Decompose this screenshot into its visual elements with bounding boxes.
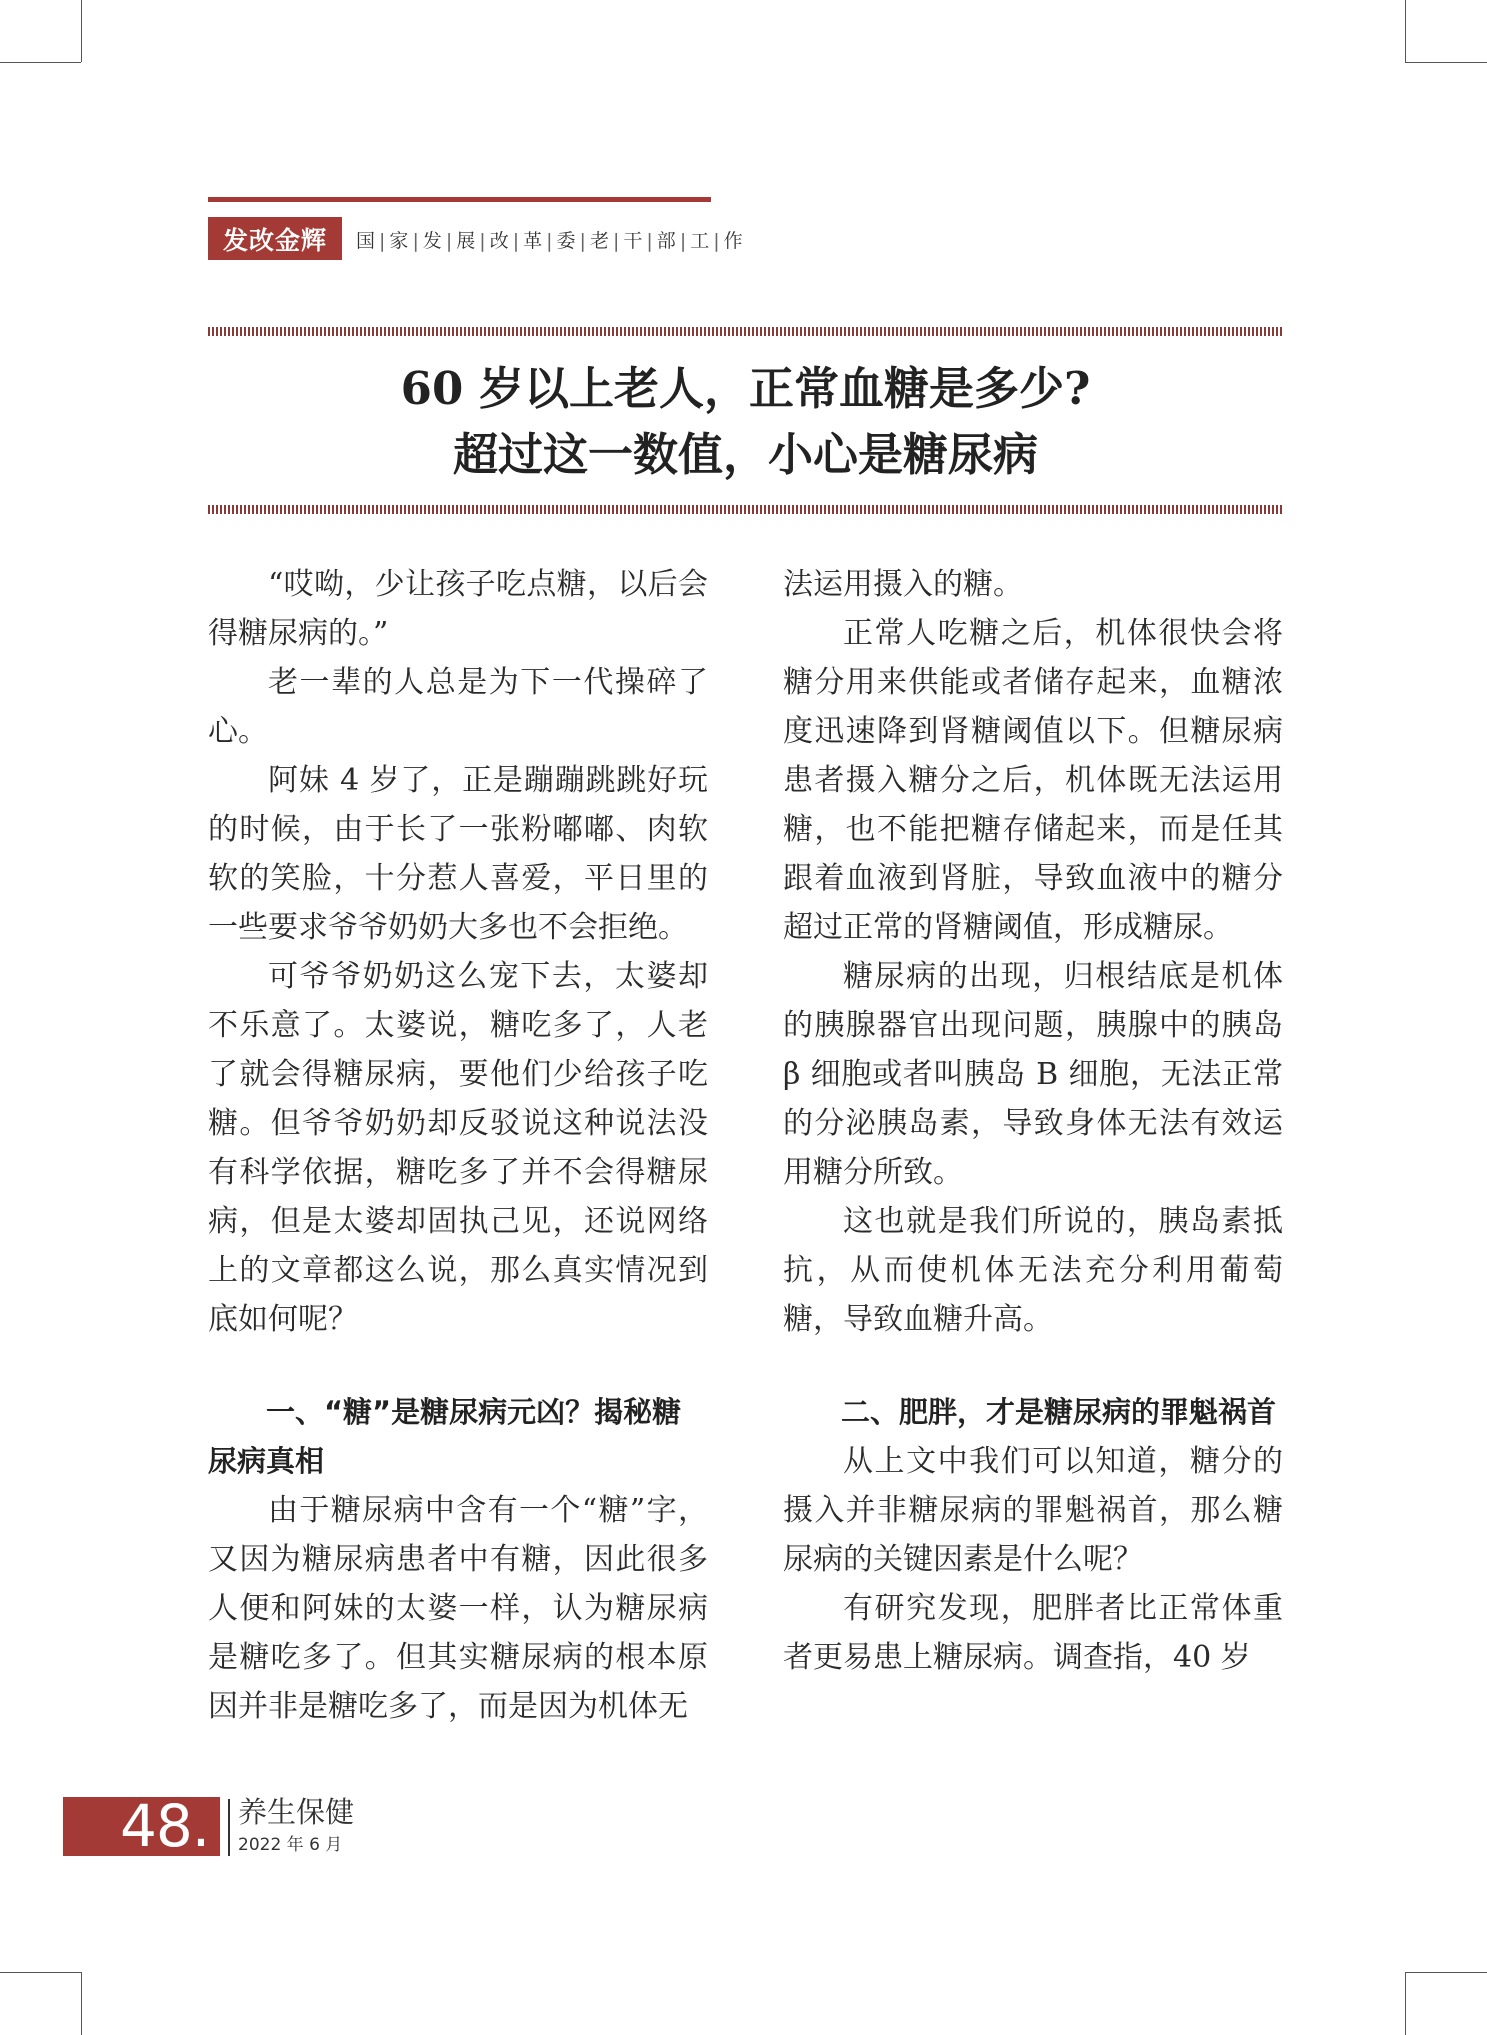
footer-divider [228,1799,230,1856]
crop-mark [1405,1972,1487,1973]
header-accent-bar [208,197,711,202]
paragraph: 法运用摄入的糖。 [783,567,1023,602]
crop-mark [0,62,81,63]
paragraph: 可爷爷奶奶这么宠下去，太婆却不乐意了。太婆说，糖吃多了，人老了就会得糖尿病，要他们少给孩子吃糖。但爷爷奶奶却反驳说这种说法没有科学依据，糖吃多了并不会得糖尿病，但是太婆却固执己见，还说网络上的文章都这么说，那么真实情况到底如何呢？ [208,959,708,1337]
crop-mark [1405,0,1406,62]
paragraph: 从上文中我们可以知道，糖分的摄入并非糖尿病的罪魁祸首，那么糖尿病的关键因素是什么呢？ [783,1444,1283,1577]
article-column-right [783,560,1283,1682]
paragraph: 糖尿病的出现，归根结底是机体的胰腺器官出现问题，胰腺中的胰岛 β 细胞或者叫胰岛 B 细胞，无法正常的分泌胰岛素，导致身体无法有效运用糖分所致。 [783,959,1283,1190]
title-line-1: 60 岁以上老人，正常血糖是多少? [400,362,1091,415]
paragraph: 正常人吃糖之后，机体很快会将糖分用来供能或者储存起来，血糖浓度迅速降到肾糖阈值以下。但糖尿病患者摄入糖分之后，机体既无法运用糖，也不能把糖存储起来，而是任其跟着血液到肾脏，导致血液中的糖分超过正常的肾糖阈值，形成糖尿。 [783,616,1283,945]
dotted-rule-bottom [208,505,1283,514]
section-heading: 二、肥胖，才是糖尿病的罪魁祸首 [841,1395,1277,1429]
dotted-rule-top [208,327,1283,336]
title-line-2: 超过这一数值，小心是糖尿病 [452,428,1038,481]
paragraph: 老一辈的人总是为下一代操碎了心。 [208,665,708,749]
magazine-name: 养生保健 [238,1795,355,1829]
article-title [208,356,1283,488]
section-tag: 发改金辉 [208,217,342,260]
crop-mark [81,0,82,62]
crop-mark [0,1972,81,1973]
paragraph: 阿妹 4 岁了，正是蹦蹦跳跳好玩的时候，由于长了一张粉嘟嘟、肉软软的笑脸，十分惹人喜爱，平日里的一些要求爷爷奶奶大多也不会拒绝。 [208,763,708,945]
paragraph: 有研究发现，肥胖者比正常体重者更易患上糖尿病。调查指，40 岁 [783,1591,1283,1675]
crop-mark [1405,1972,1406,2035]
page-number: 48. [120,1792,210,1860]
paragraph: “哎呦，少让孩子吃点糖，以后会得糖尿病的。” [208,567,708,651]
paragraph: 这也就是我们所说的，胰岛素抵抗，从而使机体无法充分利用葡萄糖，导致血糖升高。 [783,1204,1283,1337]
section-heading: 一、“糖”是糖尿病元凶？揭秘糖尿病真相 [208,1395,682,1478]
header-subtitle: 国|家|发|展|改|革|委|老|干|部|工|作 [356,230,746,252]
article-column-left [208,560,708,1731]
crop-mark [1405,62,1487,63]
crop-mark [81,1972,82,2035]
paragraph: 由于糖尿病中含有一个“糖”字，又因为糖尿病患者中有糖，因此很多人便和阿妹的太婆一样，认为糖尿病是糖吃多了。但其实糖尿病的根本原因并非是糖吃多了，而是因为机体无 [208,1493,708,1724]
issue-date: 2022 年 6 月 [238,1835,343,1855]
